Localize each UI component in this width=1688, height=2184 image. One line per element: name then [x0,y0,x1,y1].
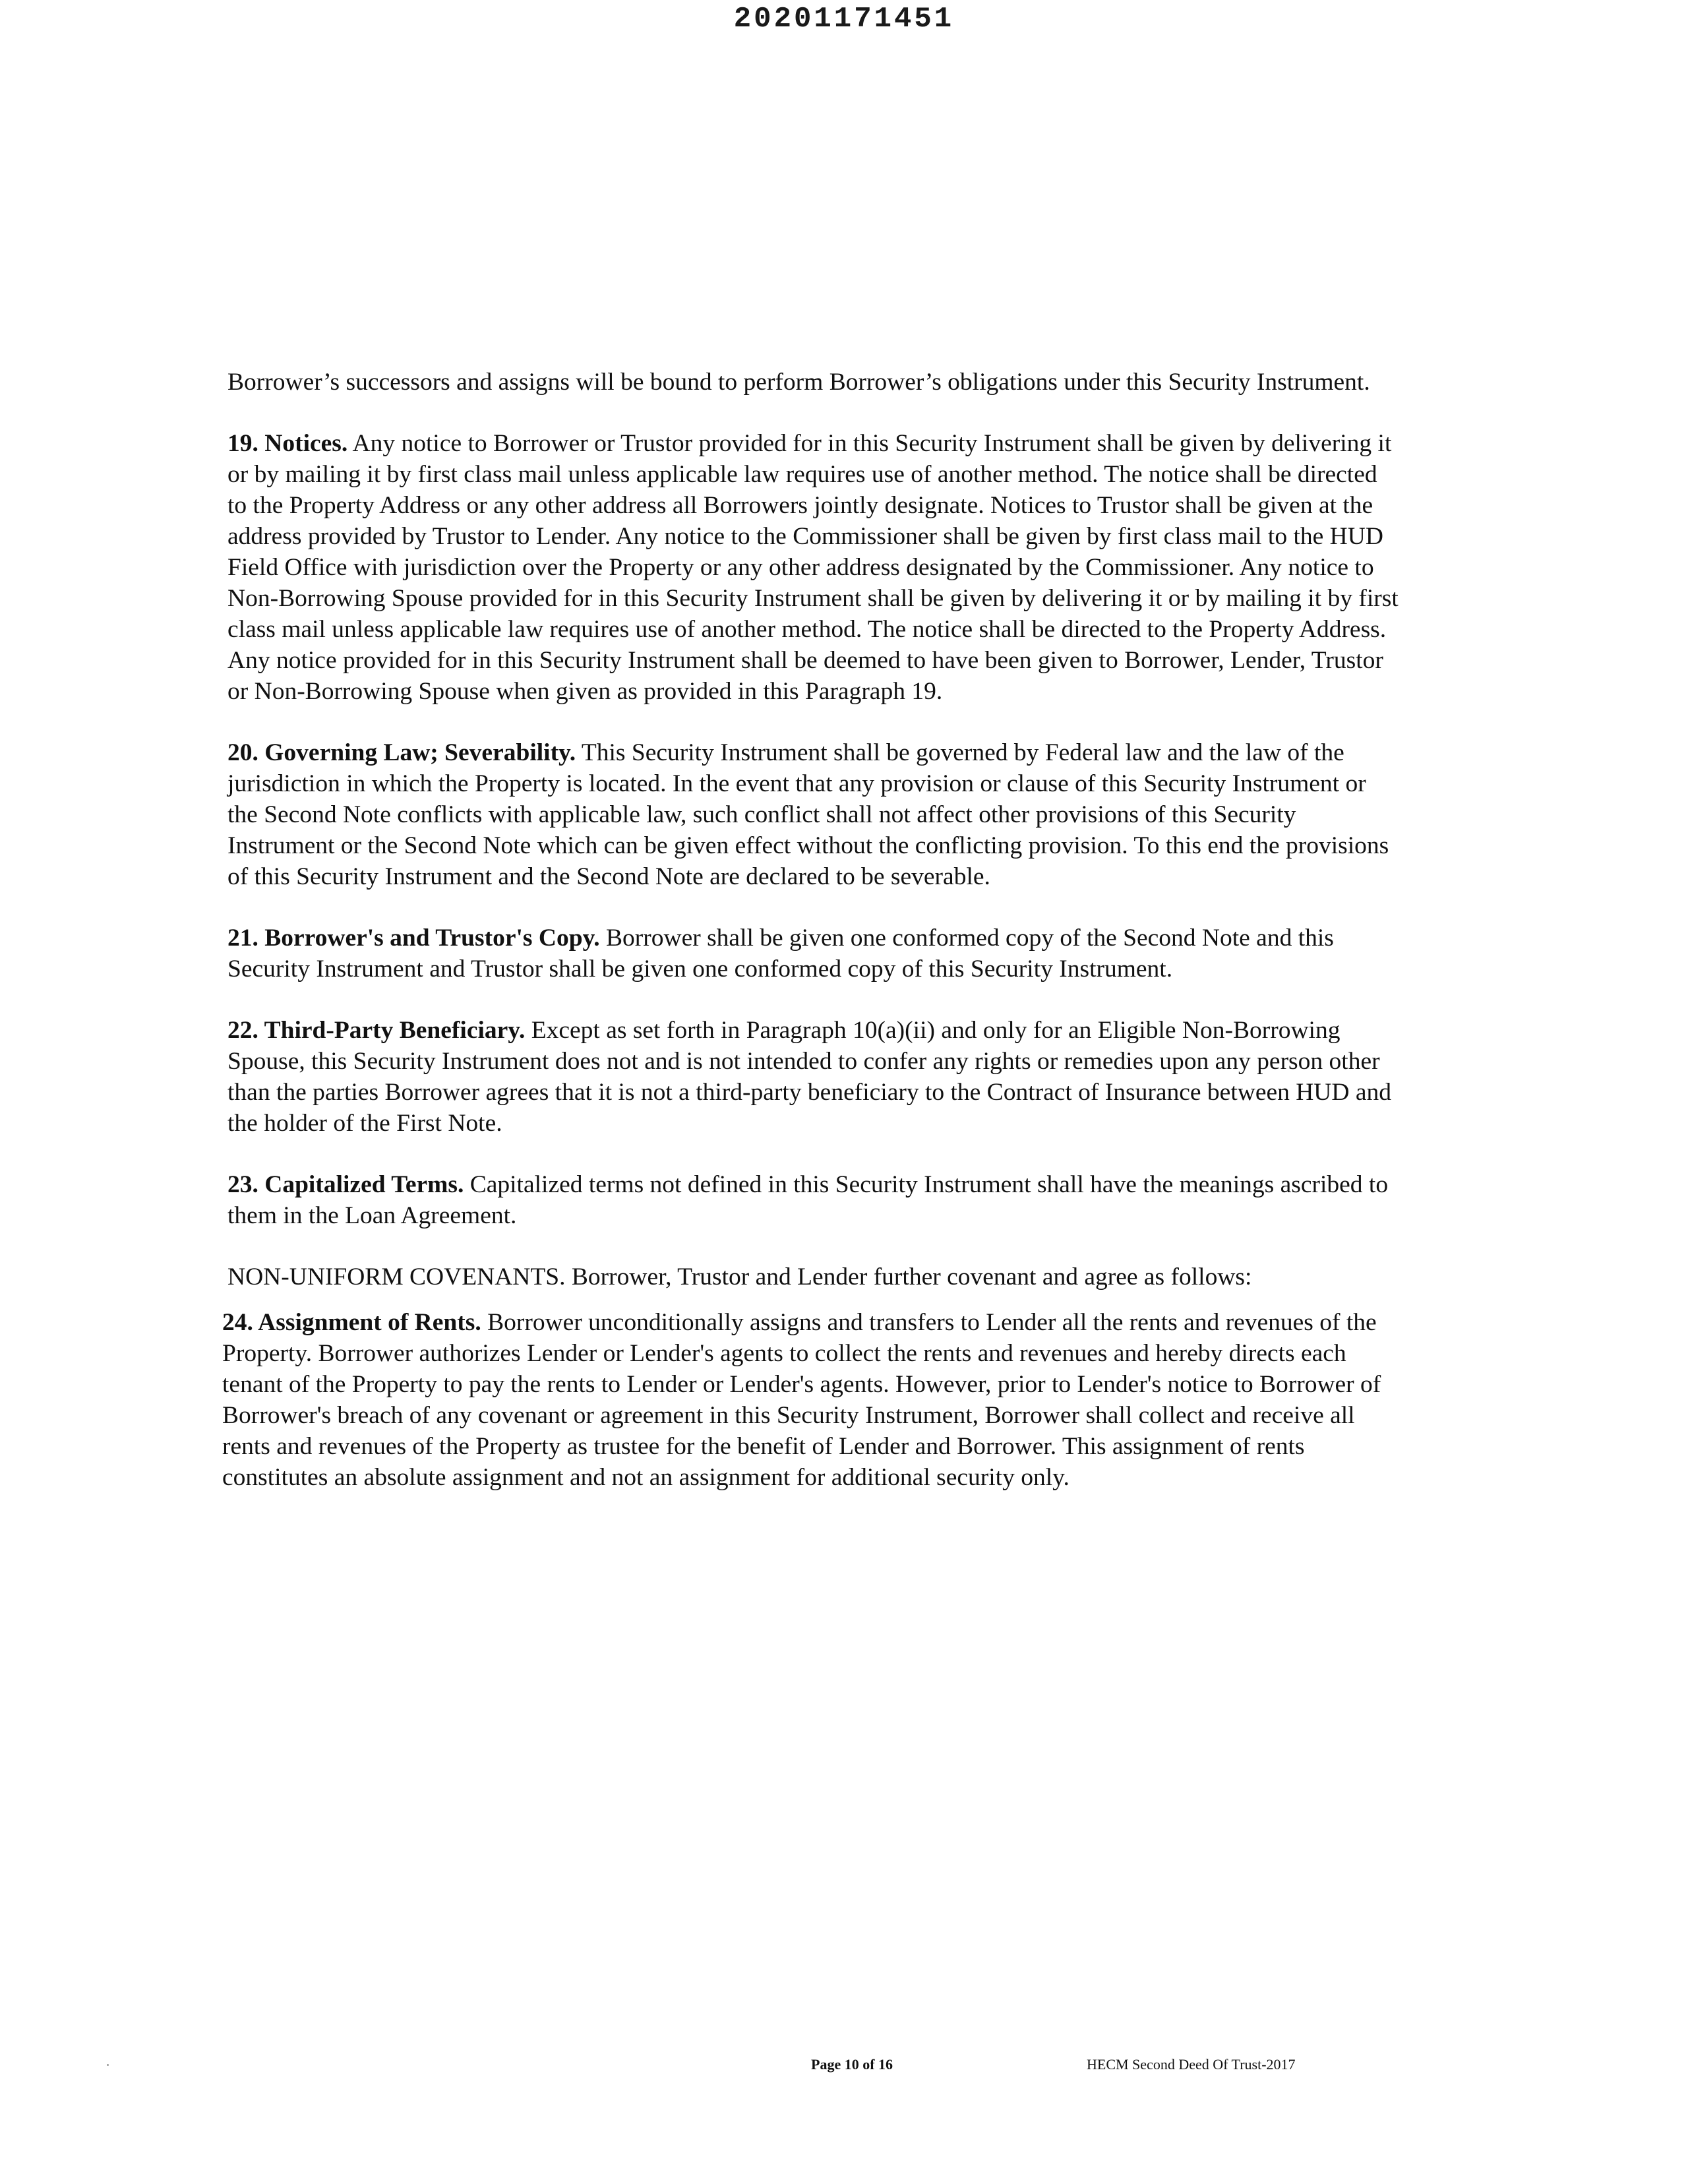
paragraph-continuation [227,367,1401,398]
paragraph-title: 20. Governing Law; Severability. [227,739,576,766]
page-footer [0,2056,1688,2082]
paragraph-text: Borrower unconditionally assigns and transfers to Lender all the rents and revenues of the Property. Borrower authorizes Lender or Lender's agents to collect the rents and revenues and hereby directs each tenant of the Property to pay the rents to Lender or Lender's agents. However, prior to Lender's notice to Borrower of Borrower's breach of any covenant or agreement in this Security Instrument, Borrower shall collect and receive all rents and revenues of the Property as trustee for the benefit of Lender and Borrower. This assignment of rents constitutes an absolute assignment and not an assignment for additional security only. [222,1309,1381,1491]
document-body [222,367,1401,1523]
paragraph-22-third-party [227,1015,1401,1139]
paragraph-text: Any notice to Borrower or Trustor provided for in this Security Instrument shall be given by delivering it or by mailing it by first class mail unless applicable law requires use of another method. The notice shall be directed to the Property Address or any other address all Borrowers jointly designate. Notices to Trustor shall be given at the address provided by Trustor to Lender. Any notice to the Commissioner shall be given by first class mail to the HUD Field Office with jurisdiction over the Property or any other address designated by the Commissioner. Any notice to Non-Borrowing Spouse provided for in this Security Instrument shall be given by delivering it or by mailing it by first class mail unless applicable law requires use of another method. The notice shall be directed to the Property Address. Any notice provided for in this Security Instrument shall be deemed to have been given to Borrower, Lender, Trustor or Non-Borrowing Spouse when given as provided in this Paragraph 19. [227,430,1399,705]
paragraph-title: 23. Capitalized Terms. [227,1171,464,1198]
paragraph-text: This Security Instrument shall be governed by Federal law and the law of the jurisdiction in which the Property is located. In the event that any provision or clause of this Security Instrument or the Second Note conflicts with applicable law, such conflict shall not affect other provisions of this Security Instrument or the Second Note which can be given effect without the conflicting provision. To this end the provisions of this Security Instrument and the Second Note are declared to be severable. [227,739,1389,890]
paragraph-title: 19. Notices. [227,430,348,457]
paragraph-title: 21. Borrower's and Trustor's Copy. [227,925,600,952]
paragraph-title: 24. Assignment of Rents. [222,1309,481,1336]
paragraph-title: 22. Third-Party Beneficiary. [227,1017,526,1044]
non-uniform-covenants [227,1261,1401,1292]
paragraph-text: Borrower’s successors and assigns will be bound to perform Borrower’s obligations under this Security Instrument. [227,369,1370,396]
paragraph-text: Borrower shall be given one conformed copy of the Second Note and this Security Instrument and Trustor shall be given one conformed copy of this Security Instrument. [227,925,1334,983]
paragraph-23-capitalized-terms [227,1169,1401,1231]
form-name: HECM Second Deed Of Trust-2017 [1087,2056,1296,2073]
paragraph-text: NON-UNIFORM COVENANTS. Borrower, Trustor and Lender further covenant and agree as follows: [227,1263,1252,1290]
paragraph-24-assignment-of-rents [222,1307,1401,1493]
paragraph-text: Capitalized terms not defined in this Security Instrument shall have the meanings ascribed to them in the Loan Agreement. [227,1171,1389,1229]
paragraph-21-copy [227,923,1401,985]
paragraph-20-governing-law [227,737,1401,892]
page-number: Page 10 of 16 [811,2056,893,2073]
document-number: 20201171451 [733,3,955,36]
paragraph-text: Except as set forth in Paragraph 10(a)(ii) and only for an Eligible Non-Borrowing Spouse, this Security Instrument does not and is not intended to confer any rights or remedies upon any person other than the parties Borrower agrees that it is not a third-party beneficiary to the Contract of Insurance between HUD and the holder of the First Note. [227,1017,1391,1137]
paragraph-19-notices [227,428,1401,707]
